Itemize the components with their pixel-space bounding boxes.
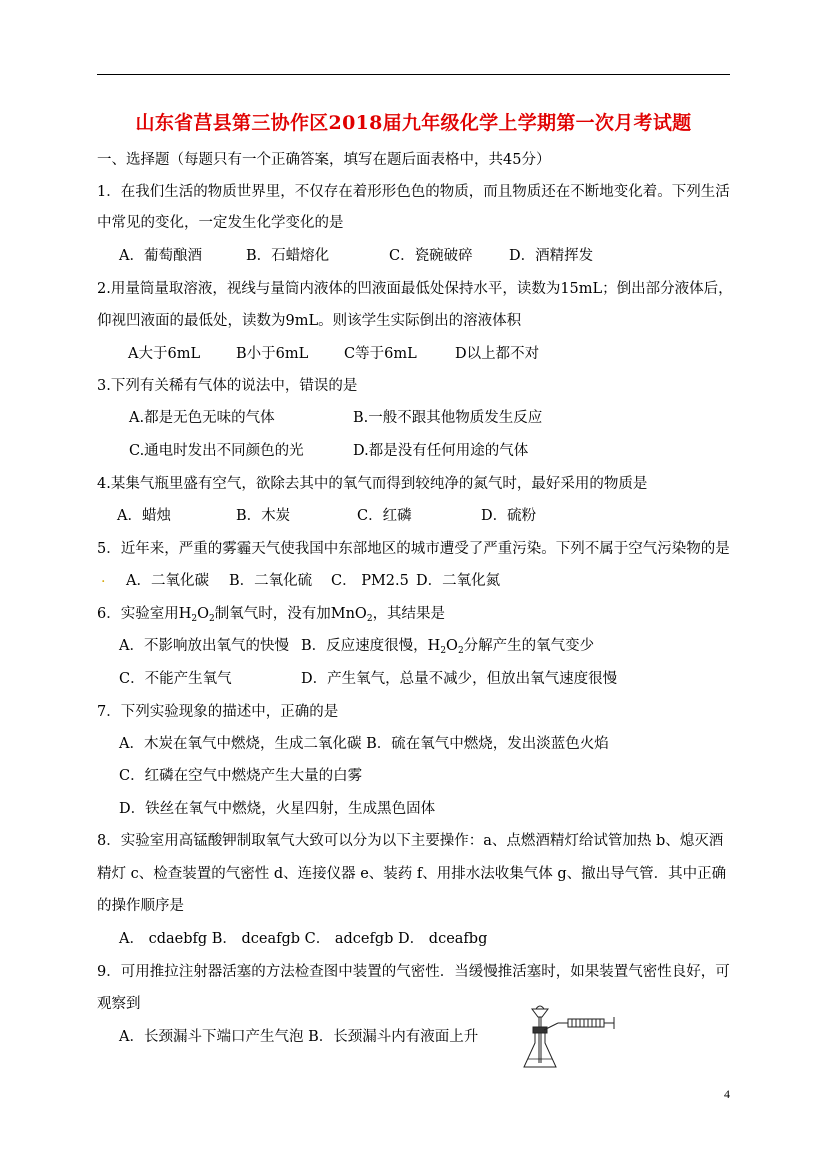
q8-stem-line3: 的操作顺序是 [97, 898, 184, 914]
q4-option-a: A．蜡烛 [117, 508, 171, 524]
q2-stem-line2: 仰视凹液面的最低处，读数为9mL。则该学生实际倒出的溶液体积 [97, 313, 522, 329]
q2-stem-line1: 2.用量筒量取溶液，视线与量筒内液体的凹液面最低处保持水平，读数为15mL；倒出部分液体后， [97, 281, 733, 297]
q6-option-b-formula: $H_2O_2$ [427, 638, 464, 656]
funnel-cone [532, 1009, 548, 1017]
q3-option-a: A.都是无色无味的气体 [129, 410, 275, 426]
q9-stem-line1: 9．可用推拉注射器活塞的方法检查图中装置的气密性．当缓慢推活塞时，如果装置气密性良好，可 [97, 964, 730, 980]
q2-option-c: C等于6mL [344, 346, 417, 362]
q1-option-a: A．葡萄酿酒 [119, 248, 202, 264]
q5-option-a: A．二氧化碳 [126, 573, 209, 589]
q7-option-d: D．铁丝在氧气中燃烧，火星四射，生成黑色固体 [119, 801, 436, 817]
q6-formula-mno2: MnO$_2$ [330, 606, 373, 624]
q1-stem-line2: 中常见的变化，一定发生化学变化的是 [97, 215, 344, 231]
q7-option-c: C．红磷在空气中燃烧产生大量的白雾 [119, 768, 363, 784]
conical-flask [524, 1033, 556, 1067]
syringe-barrel [568, 1019, 604, 1027]
stray-mark: . [101, 570, 106, 586]
q2-option-b: B小于6mL [236, 346, 309, 362]
q8-options: A． cdaebfg B． dceafgb C． adcefgb D． dceafbg [119, 931, 488, 947]
q4-option-b: B．木炭 [236, 508, 291, 524]
apparatus-diagram [518, 1003, 618, 1071]
q5-stem: 5．近年来，严重的雾霾天气使我国中东部地区的城市遭受了严重污染。下列不属于空气污染物的是 [97, 541, 730, 557]
q4-option-d: D．硫粉 [481, 508, 537, 524]
q6-option-b-pre: B．反应速度很慢， [301, 638, 428, 654]
q2-option-a: A大于6mL [128, 346, 201, 362]
q3-option-c: C.通电时发出不同颜色的光 [129, 443, 304, 459]
q6-stem [97, 604, 445, 624]
q6-option-d: D．产生氧气，总量不减少，但放出氧气速度很慢 [301, 671, 618, 687]
q1-option-b: B．石蜡熔化 [246, 248, 330, 264]
q6-formula-h2o2: $H_2O_2$ [178, 606, 215, 624]
q5-option-d: D．二氧化氮 [416, 573, 501, 589]
header-rule [97, 74, 730, 75]
q6-stem-mid: 制氧气时，没有加 [214, 606, 331, 622]
q1-stem-line1: 1．在我们生活的物质世界里，不仅存在着形形色色的物质，而且物质还在不断地变化着。下列生活 [97, 184, 730, 200]
q1-option-c: C．瓷碗破碎 [389, 248, 473, 264]
q6-option-b-post: 分解产生的氧气变少 [463, 638, 595, 654]
q4-option-c: C．红磷 [357, 508, 412, 524]
q9-stem-line2: 观察到 [97, 996, 141, 1012]
q1-option-d: D．酒精挥发 [509, 248, 594, 264]
q8-stem-line1: 8．实验室用高锰酸钾制取氧气大致可以分为以下主要操作：a、点燃酒精灯给试管加热 b、熄灭酒 [97, 833, 724, 849]
q6-stem-post: ，其结果是 [372, 606, 446, 622]
q5-option-b: B．二氧化硫 [229, 573, 313, 589]
q6-stem-pre: 6．实验室用 [97, 606, 179, 622]
q9-options: A．长颈漏斗下端口产生气泡 B．长颈漏斗内有液面上升 [119, 1029, 479, 1045]
q7-options-ab: A．木炭在氧气中燃烧，生成二氧化碳 B．硫在氧气中燃烧，发出淡蓝色火焰 [119, 736, 609, 752]
q2-option-d: D以上都不对 [455, 346, 540, 362]
q3-stem: 3.下列有关稀有气体的说法中，错误的是 [97, 378, 358, 394]
q4-stem: 4.某集气瓶里盛有空气，欲除去其中的氧气而得到较纯净的氮气时，最好采用的物质是 [97, 476, 648, 492]
page-title: 山东省莒县第三协作区2018届九年级化学上学期第一次月考试题 [135, 112, 692, 134]
q6-option-b [301, 636, 594, 656]
page-number: 4 [724, 1087, 730, 1101]
q6-option-a: A．不影响放出氧气的快慢 [119, 638, 289, 654]
q7-stem: 7．下列实验现象的描述中，正确的是 [97, 704, 339, 720]
section-heading: 一、选择题（每题只有一个正确答案，填写在题后面表格中，共45分） [97, 152, 551, 168]
q3-option-b: B.一般不跟其他物质发生反应 [353, 410, 543, 426]
q5-option-c: C． PM2.5 [331, 573, 409, 589]
q8-stem-line2: 精灯 c、检查装置的气密性 d、连接仪器 e、装药 f、用排水法收集气体 g、撤出导气管．其中正确 [97, 866, 727, 882]
q3-option-d: D.都是没有任何用途的气体 [353, 443, 529, 459]
q6-option-c: C．不能产生氧气 [119, 671, 232, 687]
